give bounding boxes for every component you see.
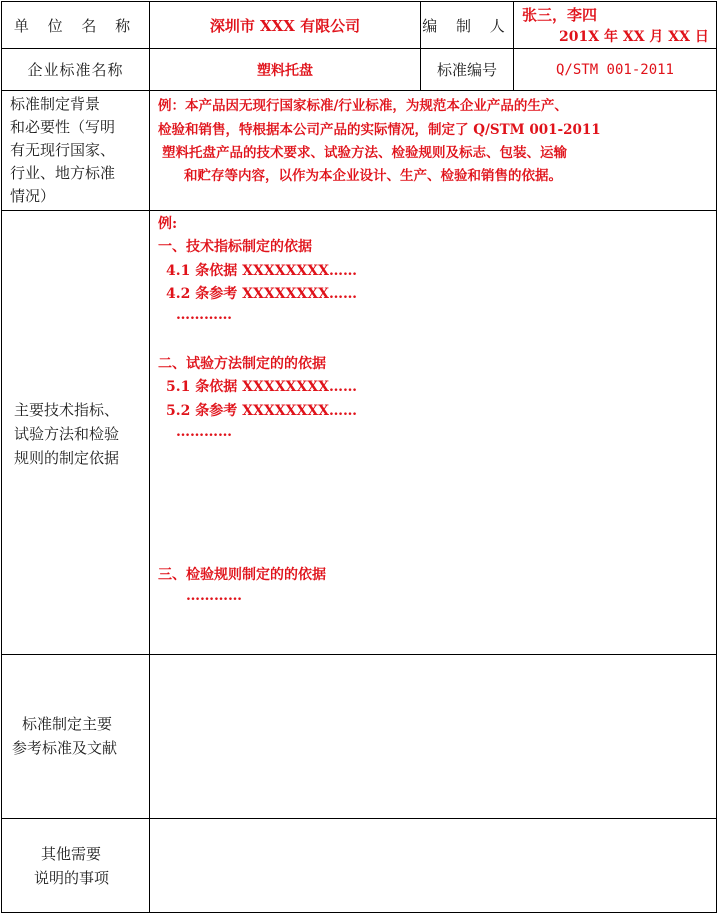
section-item: 5.2 条参考 XXXXXXXX…… [166, 403, 358, 419]
references-label-line: 参考标准及文献 [12, 739, 118, 757]
section-item: 5.1 条依据 XXXXXXXX…… [166, 379, 358, 395]
background-line: 检验和销售，特根据本公司产品的实际情况，制定了 Q/STM 001-2011 [158, 122, 601, 138]
other-notes-content[interactable] [150, 819, 716, 912]
section-item: 4.1 条依据 XXXXXXXX…… [166, 263, 358, 279]
section-title: 一、技术指标制定的依据 [158, 239, 312, 255]
standard-number-label: 标准编号 [436, 61, 497, 79]
standard-name-label: 企业标准名称 [27, 61, 124, 79]
standard-number-value: Q/STM 001-2011 [555, 61, 674, 78]
references-label [2, 655, 149, 818]
section-item: ………… [176, 424, 232, 440]
standard-name-value: 塑料托盘 [257, 62, 313, 79]
basis-label-line: 试验方法和检验 [14, 425, 120, 443]
basis-label-line: 规则的制定依据 [14, 449, 120, 467]
background-line: 和贮存等内容，以作为本企业设计、生产、检验和销售的依据。 [184, 168, 562, 184]
background-label-line: 情况） [10, 187, 56, 205]
editor-names: 张三，李四 [522, 6, 598, 24]
basis-label-line: 主要技术指标、 [14, 401, 120, 419]
section-item: ………… [176, 307, 232, 323]
basis-content [150, 211, 716, 654]
section-title: 二、试验方法制定的的依据 [158, 356, 326, 372]
background-label-line: 有无现行国家、 [10, 141, 116, 159]
background-label [2, 91, 149, 210]
other-notes-label-line: 说明的事项 [34, 869, 110, 887]
table-border-bottom [1, 912, 717, 913]
section-title: 三、检验规则制定的的依据 [158, 567, 326, 583]
section-item: ………… [186, 588, 242, 604]
background-label-line: 行业、地方标准 [10, 164, 116, 182]
example-marker: 例: [158, 216, 178, 232]
basis-label [2, 211, 149, 654]
editor-date: 201X 年 XX 月 XX 日 [559, 29, 709, 45]
background-label-line: 标准制定背景 [10, 95, 101, 113]
table-border-right [716, 1, 717, 913]
references-content[interactable] [150, 655, 716, 818]
editor-label: 编 制 人 [422, 16, 512, 35]
unit-name-label: 单 位 名 称 [13, 16, 138, 35]
background-label-line: 和必要性（写明 [10, 118, 116, 136]
other-notes-label [2, 819, 149, 912]
unit-name-value: 深圳市 XXX 有限公司 [209, 16, 361, 35]
background-content [150, 91, 716, 210]
background-line: 塑料托盘产品的技术要求、试验方法、检验规则及标志、包装、运输 [162, 145, 567, 161]
references-label-line: 标准制定主要 [22, 715, 113, 733]
background-line: 例：本产品因无现行国家标准/行业标准，为规范本企业产品的生产、 [158, 98, 568, 114]
other-notes-label-line: 其他需要 [41, 845, 102, 863]
editor-info [514, 2, 716, 48]
section-item: 4.2 条参考 XXXXXXXX…… [166, 286, 358, 302]
